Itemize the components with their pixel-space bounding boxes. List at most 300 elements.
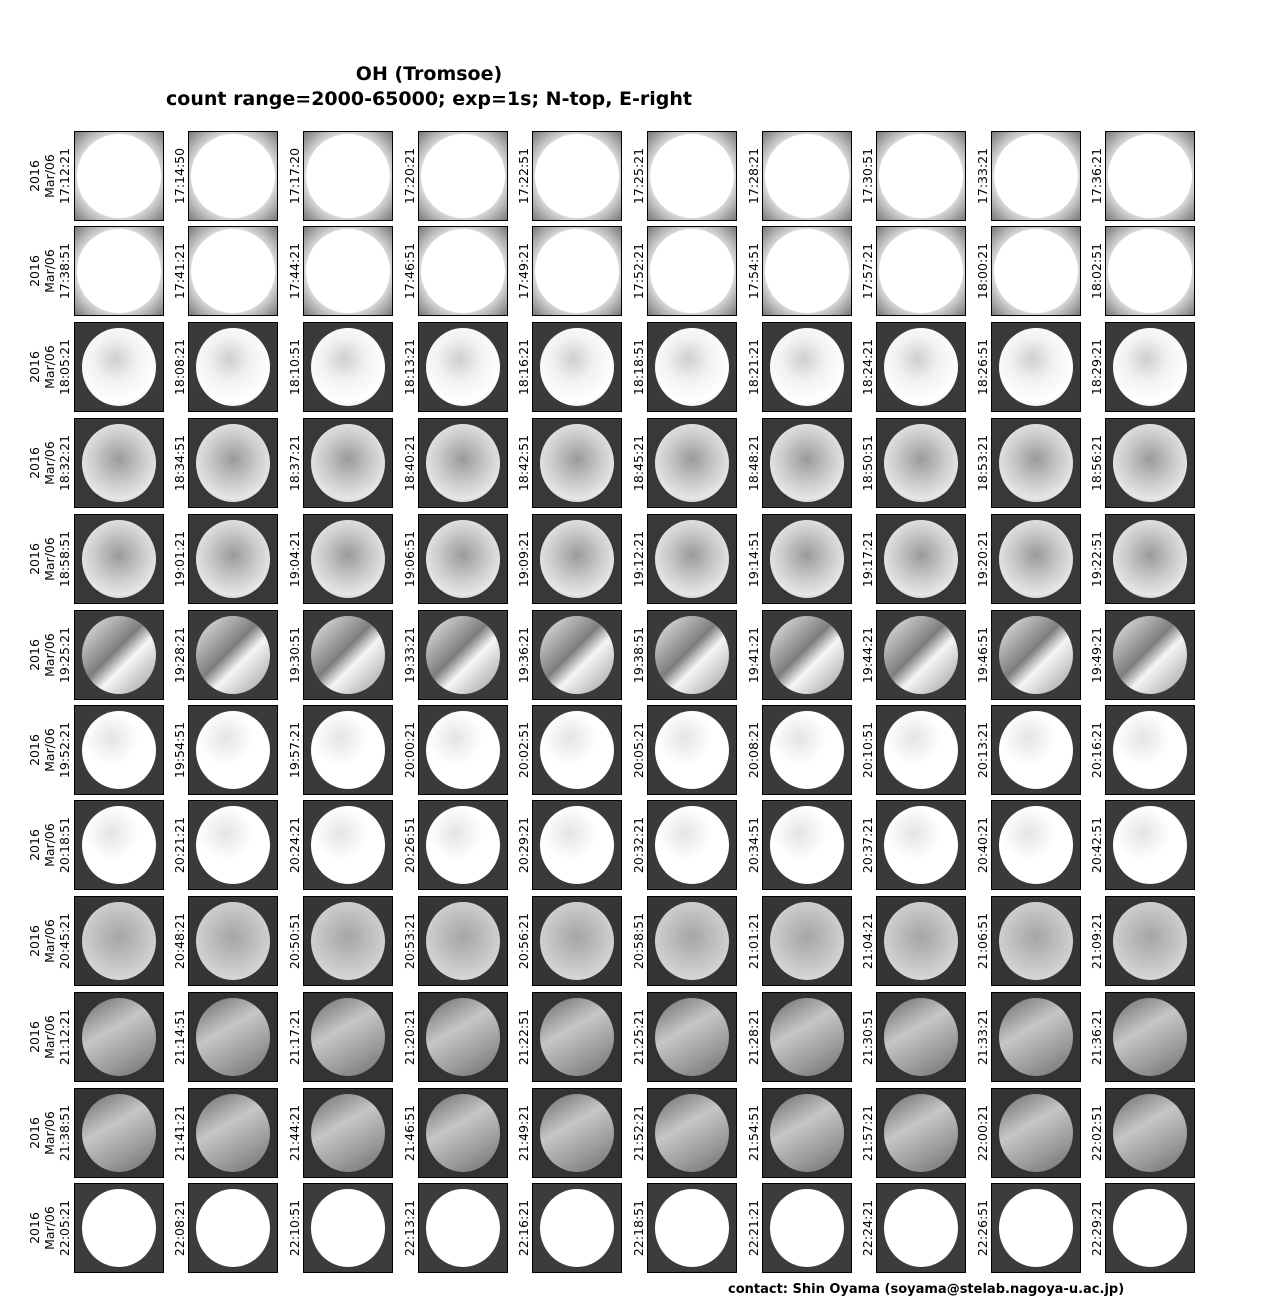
sky-disk [1113,1189,1187,1267]
row-label [27,1183,73,1273]
sky-disk [1113,806,1187,884]
sky-disk [884,998,958,1076]
allsky-image [647,514,737,604]
sky-disk [770,998,844,1076]
sky-disk [311,902,385,980]
time-label: 20:50:51 [287,912,302,970]
sky-disk [426,520,500,598]
sky-disk [426,902,500,980]
allsky-image [876,1183,966,1273]
allsky-image [991,1088,1081,1178]
row-first-time: 18:05:21 [57,338,72,396]
sky-disk [196,1189,270,1267]
sky-disk [884,1189,958,1267]
sky-disk [540,328,614,406]
sky-disk [196,902,270,980]
time-label: 18:02:51 [1089,242,1104,300]
sky-disk [82,328,156,406]
time-label: 19:12:21 [631,530,646,588]
allsky-image [418,226,508,316]
allsky-image [762,131,852,221]
sky-disk [994,229,1078,313]
allsky-image [303,800,393,890]
time-label: 21:28:21 [746,1008,761,1066]
sky-disk [421,229,505,313]
row-date: Mar/06 [42,1111,57,1155]
time-label: 21:52:21 [631,1104,646,1162]
time-label: 21:01:21 [746,912,761,970]
sky-disk [311,806,385,884]
contact-credit: contact: Shin Oyama (soyama@stelab.nagoya-u.ac.jp) [728,1282,1125,1297]
allsky-image [74,705,164,795]
sky-disk [765,134,849,218]
time-label: 17:41:21 [172,242,187,300]
sky-disk [426,328,500,406]
row-first-time: 18:58:51 [57,530,72,588]
sky-disk [655,998,729,1076]
sky-disk [311,616,385,694]
time-label: 20:13:21 [975,721,990,779]
time-label: 19:20:21 [975,530,990,588]
sky-disk [540,806,614,884]
sky-disk [196,424,270,502]
allsky-image [532,418,622,508]
allsky-image [647,131,737,221]
allsky-image [1105,418,1195,508]
sky-disk [884,902,958,980]
allsky-image [418,131,508,221]
allsky-image [188,705,278,795]
sky-disk [196,616,270,694]
time-label: 18:26:51 [975,338,990,396]
allsky-image [647,322,737,412]
time-label: 21:17:21 [287,1008,302,1066]
allsky-image [876,418,966,508]
allsky-image [532,1088,622,1178]
allsky-image [991,896,1081,986]
sky-disk [655,806,729,884]
row-first-time: 21:38:51 [57,1104,72,1162]
time-label: 19:22:51 [1089,530,1104,588]
time-label: 20:16:21 [1089,721,1104,779]
sky-disk [191,134,275,218]
sky-disk [770,711,844,789]
allsky-image [1105,1183,1195,1273]
allsky-image [762,992,852,1082]
time-label: 21:41:21 [172,1104,187,1162]
allsky-image [991,992,1081,1082]
allsky-image [647,418,737,508]
time-label: 17:52:21 [631,242,646,300]
allsky-image [303,226,393,316]
time-label: 20:53:21 [402,912,417,970]
time-label: 20:08:21 [746,721,761,779]
sky-disk [535,229,619,313]
allsky-image [876,800,966,890]
row-first-time: 18:32:21 [57,434,72,492]
allsky-image [1105,131,1195,221]
sky-disk [994,134,1078,218]
allsky-image [762,514,852,604]
allsky-image [991,514,1081,604]
time-label: 19:04:21 [287,530,302,588]
time-label: 19:06:51 [402,530,417,588]
sky-disk [999,616,1073,694]
allsky-image [74,131,164,221]
sky-disk [765,229,849,313]
sky-disk [1113,616,1187,694]
time-label: 21:06:51 [975,912,990,970]
time-label: 19:44:21 [860,626,875,684]
time-label: 22:24:21 [860,1199,875,1257]
allsky-image [762,1183,852,1273]
time-label: 21:33:21 [975,1008,990,1066]
time-label: 22:10:51 [287,1199,302,1257]
time-label: 22:18:51 [631,1199,646,1257]
time-label: 19:09:21 [516,530,531,588]
sky-disk [650,229,734,313]
allsky-image [991,800,1081,890]
allsky-image [876,992,966,1082]
row-year: 2016 [27,255,42,287]
row-label [27,992,73,1082]
sky-disk [306,134,390,218]
sky-disk [426,424,500,502]
time-label: 21:46:51 [402,1104,417,1162]
allsky-image [1105,322,1195,412]
allsky-image [1105,514,1195,604]
title-settings: count range=2000-65000; exp=1s; N-top, E-right [166,88,692,110]
sky-disk [884,806,958,884]
allsky-image [74,896,164,986]
time-label: 19:36:21 [516,626,531,684]
sky-disk [311,1189,385,1267]
sky-disk [770,520,844,598]
sky-disk [82,424,156,502]
allsky-image [418,1088,508,1178]
sky-disk [1113,328,1187,406]
row-date: Mar/06 [42,441,57,485]
sky-disk [540,1189,614,1267]
allsky-image [991,226,1081,316]
sky-disk [196,520,270,598]
allsky-image [647,1183,737,1273]
sky-disk [770,424,844,502]
sky-disk [311,998,385,1076]
allsky-image [303,418,393,508]
time-label: 20:02:51 [516,721,531,779]
time-label: 22:02:51 [1089,1104,1104,1162]
time-label: 17:14:50 [172,147,187,205]
sky-disk [879,134,963,218]
time-label: 17:17:20 [287,147,302,205]
time-label: 19:33:21 [402,626,417,684]
allsky-image [762,705,852,795]
time-label: 17:20:21 [402,147,417,205]
time-label: 19:46:51 [975,626,990,684]
allsky-image [762,610,852,700]
time-label: 21:44:21 [287,1104,302,1162]
allsky-image [418,418,508,508]
sky-disk [999,424,1073,502]
allsky-image [647,705,737,795]
allsky-image [74,418,164,508]
time-label: 18:34:51 [172,434,187,492]
row-first-time: 19:25:21 [57,626,72,684]
time-label: 20:42:51 [1089,816,1104,874]
row-date: Mar/06 [42,1015,57,1059]
allsky-image [532,1183,622,1273]
time-label: 20:24:21 [287,816,302,874]
sky-disk [540,616,614,694]
row-label [27,226,73,316]
sky-disk [535,134,619,218]
time-label: 20:32:21 [631,816,646,874]
allsky-image [188,896,278,986]
sky-disk [770,616,844,694]
allsky-image [74,322,164,412]
sky-disk [311,711,385,789]
allsky-image [303,992,393,1082]
allsky-image [647,610,737,700]
time-label: 20:37:21 [860,816,875,874]
time-label: 18:13:21 [402,338,417,396]
time-label: 21:30:51 [860,1008,875,1066]
allsky-image [303,131,393,221]
time-label: 18:00:21 [975,242,990,300]
time-label: 22:13:21 [402,1199,417,1257]
row-date: Mar/06 [42,345,57,389]
sky-disk [196,806,270,884]
sky-disk [655,520,729,598]
time-label: 17:54:51 [746,242,761,300]
sky-disk [540,424,614,502]
row-date: Mar/06 [42,633,57,677]
allsky-image [74,514,164,604]
row-first-time: 19:52:21 [57,721,72,779]
time-label: 18:10:51 [287,338,302,396]
allsky-image [1105,1088,1195,1178]
time-label: 18:45:21 [631,434,646,492]
sky-disk [770,806,844,884]
sky-disk [999,998,1073,1076]
sky-disk [1113,998,1187,1076]
sky-disk [770,1094,844,1172]
row-date: Mar/06 [42,823,57,867]
row-first-time: 17:12:21 [57,147,72,205]
time-label: 19:41:21 [746,626,761,684]
time-label: 20:29:21 [516,816,531,874]
row-year: 2016 [27,639,42,671]
time-label: 22:21:21 [746,1199,761,1257]
sky-disk [426,1094,500,1172]
allsky-image [876,226,966,316]
sky-disk [884,616,958,694]
time-label: 17:33:21 [975,147,990,205]
allsky-image [418,610,508,700]
time-label: 18:29:21 [1089,338,1104,396]
allsky-image [74,226,164,316]
sky-disk [196,998,270,1076]
time-label: 19:28:21 [172,626,187,684]
sky-disk [884,328,958,406]
allsky-image [303,896,393,986]
sky-disk [191,229,275,313]
time-label: 20:05:21 [631,721,646,779]
time-label: 17:28:21 [746,147,761,205]
allsky-image [188,1183,278,1273]
time-label: 19:57:21 [287,721,302,779]
row-date: Mar/06 [42,919,57,963]
time-label: 17:44:21 [287,242,302,300]
allsky-image [876,896,966,986]
time-label: 21:09:21 [1089,912,1104,970]
time-label: 17:30:51 [860,147,875,205]
allsky-image [1105,610,1195,700]
time-label: 18:56:21 [1089,434,1104,492]
allsky-image [74,1088,164,1178]
allsky-image [647,1088,737,1178]
allsky-image [74,800,164,890]
sky-disk [884,424,958,502]
time-label: 20:21:21 [172,816,187,874]
allsky-image [991,610,1081,700]
row-year: 2016 [27,925,42,957]
row-label [27,131,73,221]
sky-disk [999,328,1073,406]
allsky-image [303,514,393,604]
sky-disk [311,1094,385,1172]
sky-disk [426,998,500,1076]
allsky-image [418,322,508,412]
sky-disk [1108,134,1192,218]
sky-disk [655,1189,729,1267]
allsky-image [876,514,966,604]
time-label: 17:46:51 [402,242,417,300]
allsky-image [876,705,966,795]
allsky-image [188,418,278,508]
sky-disk [770,328,844,406]
sky-disk [421,134,505,218]
sky-disk [770,1189,844,1267]
sky-disk [1113,1094,1187,1172]
time-label: 18:16:21 [516,338,531,396]
time-label: 21:20:21 [402,1008,417,1066]
time-label: 18:18:51 [631,338,646,396]
sky-disk [306,229,390,313]
sky-disk [196,328,270,406]
time-label: 20:48:21 [172,912,187,970]
allsky-image [991,131,1081,221]
sky-disk [655,711,729,789]
time-label: 17:25:21 [631,147,646,205]
sky-disk [77,229,161,313]
time-label: 20:10:51 [860,721,875,779]
time-label: 21:54:51 [746,1104,761,1162]
time-label: 17:36:21 [1089,147,1104,205]
row-first-time: 22:05:21 [57,1199,72,1257]
sky-disk [999,1094,1073,1172]
allsky-image [74,1183,164,1273]
allsky-image [762,322,852,412]
sky-disk [884,1094,958,1172]
allsky-image [303,1183,393,1273]
time-label: 18:42:51 [516,434,531,492]
time-label: 18:53:21 [975,434,990,492]
time-label: 18:21:21 [746,338,761,396]
sky-disk [311,520,385,598]
time-label: 22:08:21 [172,1199,187,1257]
sky-disk [1113,711,1187,789]
sky-disk [82,806,156,884]
sky-disk [426,616,500,694]
row-date: Mar/06 [42,1206,57,1250]
allsky-image [188,610,278,700]
time-label: 20:00:21 [402,721,417,779]
time-label: 21:14:51 [172,1008,187,1066]
allsky-image [532,514,622,604]
allsky-image [74,610,164,700]
time-label: 19:49:21 [1089,626,1104,684]
time-label: 17:49:21 [516,242,531,300]
time-label: 21:25:21 [631,1008,646,1066]
row-label [27,418,73,508]
sky-disk [82,1189,156,1267]
time-label: 19:14:51 [746,530,761,588]
allsky-image [418,896,508,986]
time-label: 22:00:21 [975,1104,990,1162]
sky-disk [426,711,500,789]
sky-disk [1113,902,1187,980]
allsky-image [303,705,393,795]
row-year: 2016 [27,1021,42,1053]
time-label: 20:40:21 [975,816,990,874]
row-date: Mar/06 [42,249,57,293]
allsky-image [418,800,508,890]
allsky-image [532,705,622,795]
sky-disk [540,998,614,1076]
allsky-image [532,896,622,986]
allsky-image [303,322,393,412]
sky-disk [655,1094,729,1172]
row-first-time: 21:12:21 [57,1008,72,1066]
sky-disk [82,1094,156,1172]
time-label: 21:36:21 [1089,1008,1104,1066]
row-label [27,610,73,700]
allsky-image [876,131,966,221]
row-year: 2016 [27,543,42,575]
sky-disk [655,424,729,502]
time-label: 22:26:51 [975,1199,990,1257]
time-label: 22:29:21 [1089,1199,1104,1257]
allsky-image [188,992,278,1082]
row-year: 2016 [27,447,42,479]
time-label: 19:30:51 [287,626,302,684]
allsky-image [188,322,278,412]
time-label: 18:40:21 [402,434,417,492]
sky-disk [540,711,614,789]
sky-disk [196,1094,270,1172]
time-label: 20:26:51 [402,816,417,874]
sky-disk [999,520,1073,598]
time-label: 21:57:21 [860,1104,875,1162]
row-label [27,896,73,986]
time-label: 20:58:51 [631,912,646,970]
sky-disk [540,520,614,598]
time-label: 19:01:21 [172,530,187,588]
time-label: 18:08:21 [172,338,187,396]
time-label: 21:04:21 [860,912,875,970]
